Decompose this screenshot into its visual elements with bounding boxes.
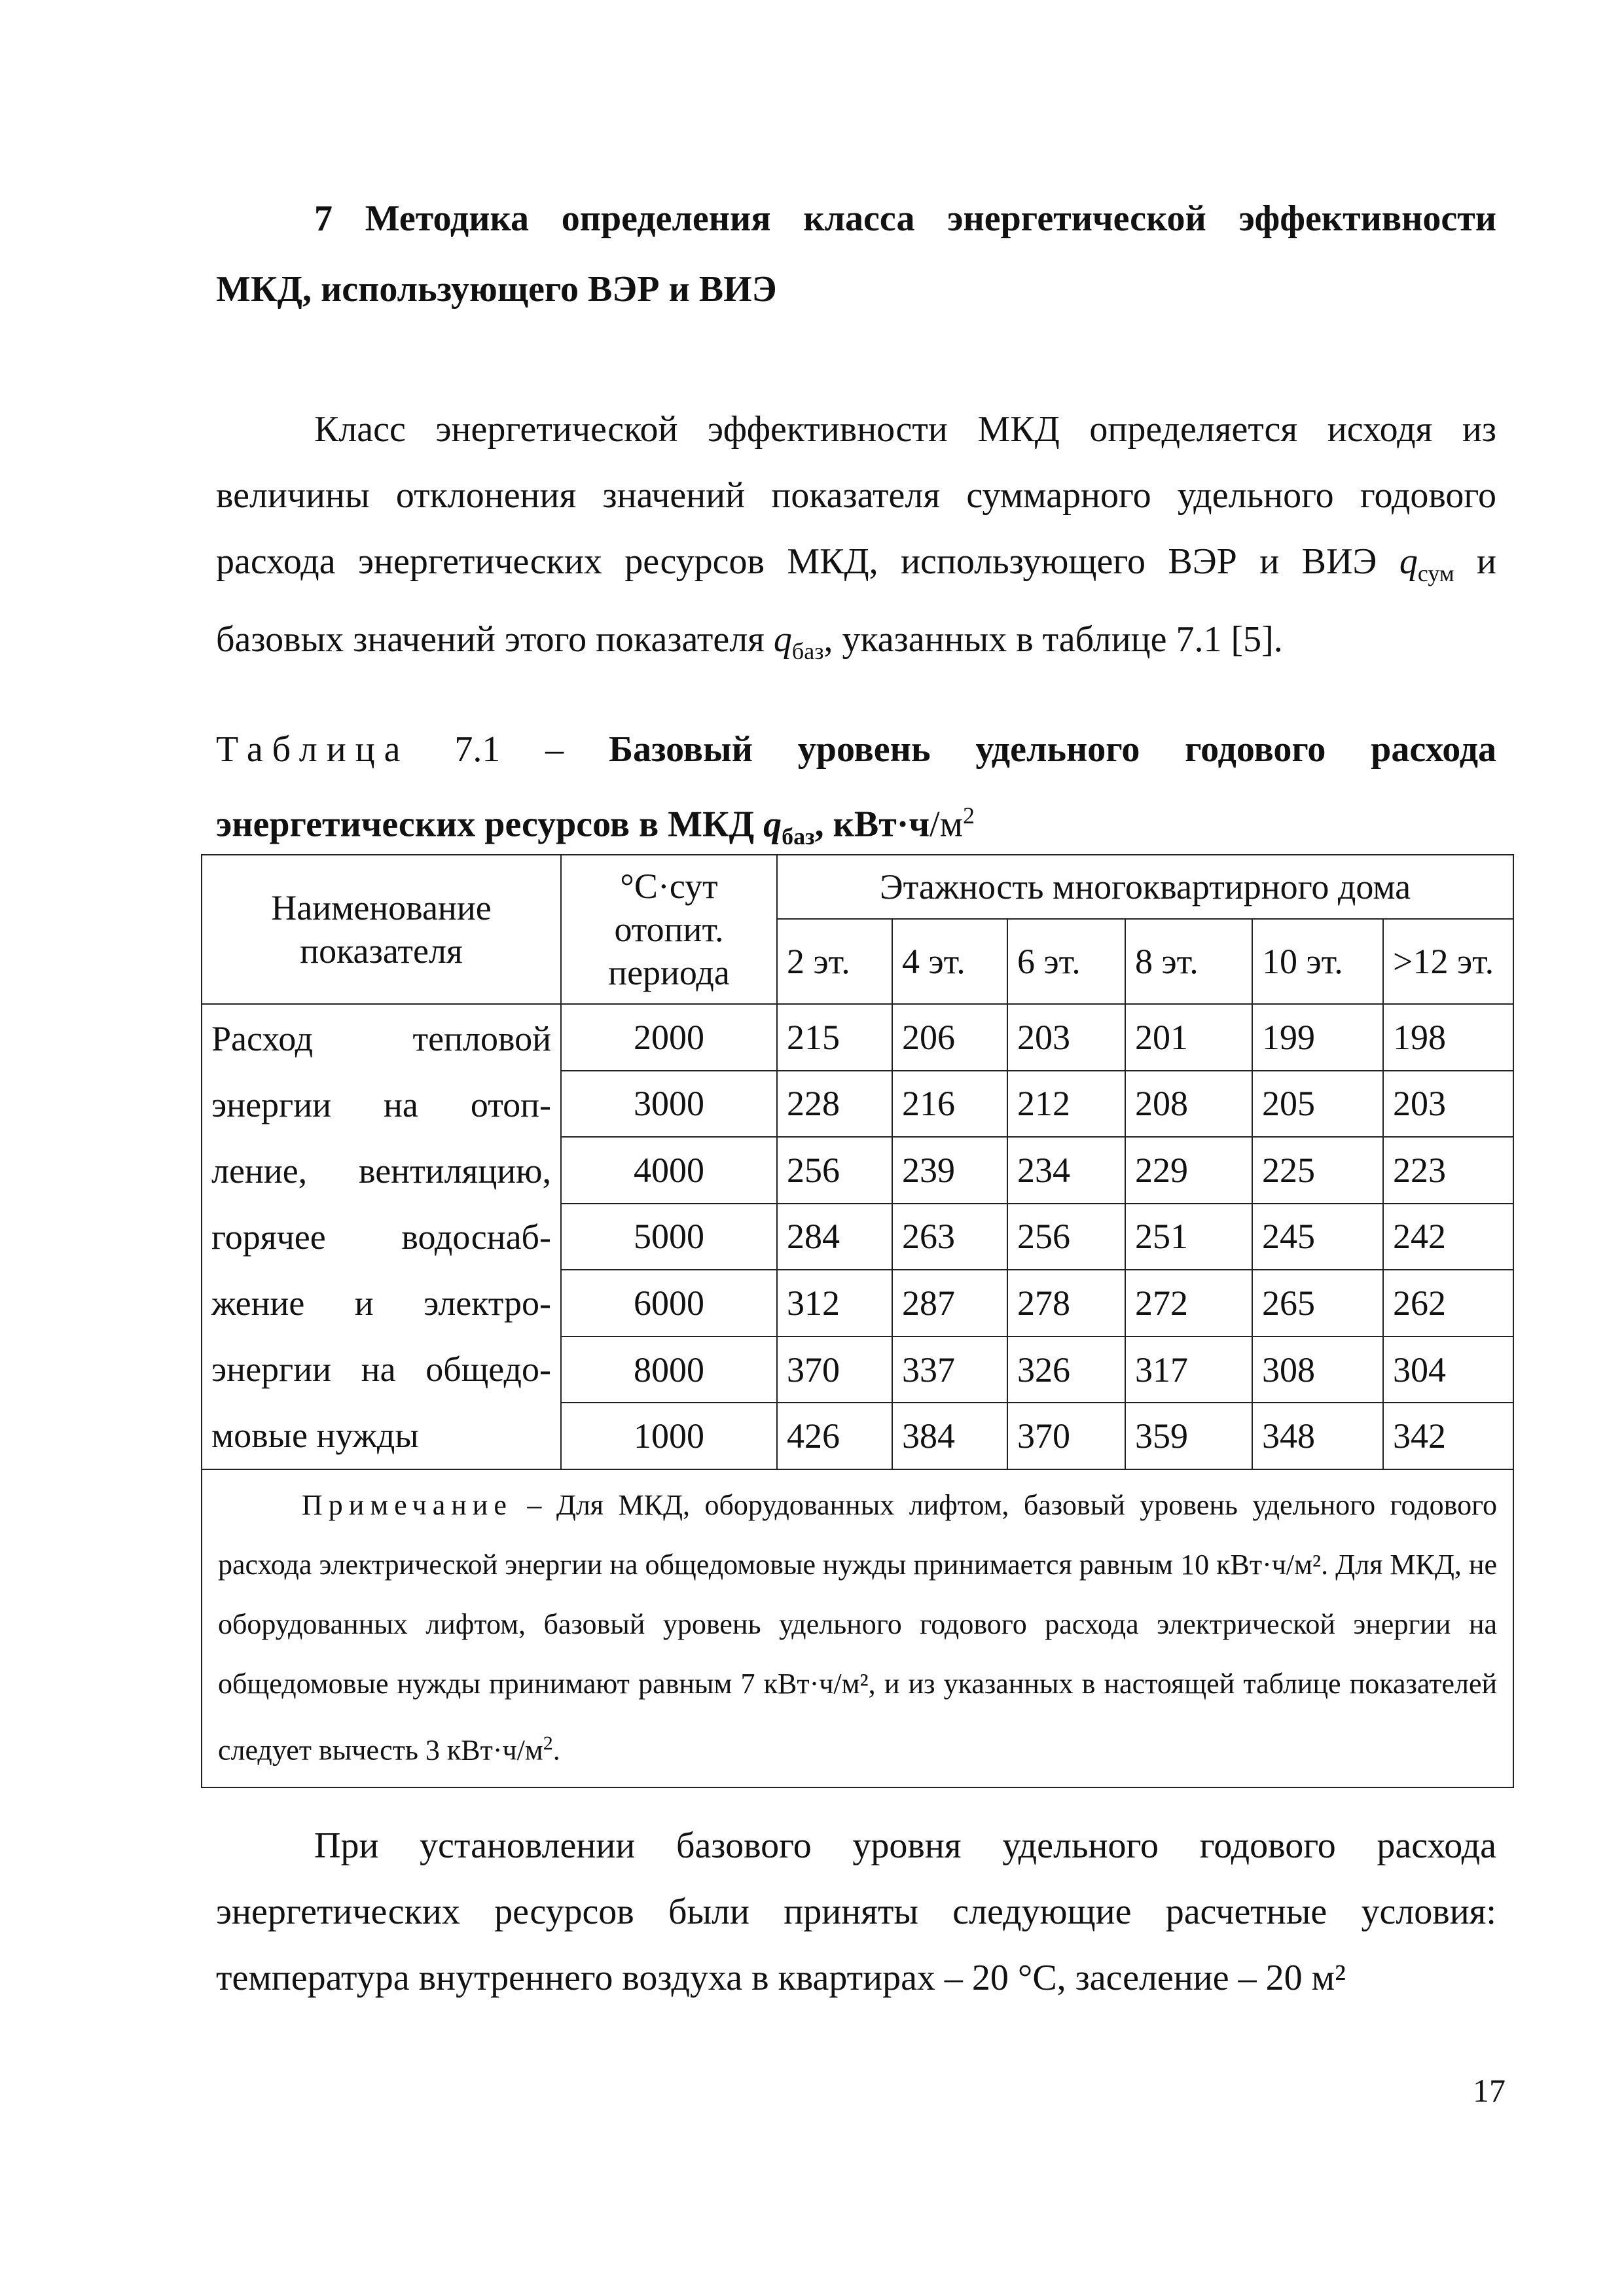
caption-number: 7.1	[454, 729, 501, 770]
value-cell: 203	[1007, 1004, 1125, 1071]
section-heading	[216, 183, 1496, 325]
value-cell: 223	[1383, 1137, 1513, 1204]
value-cell: 287	[892, 1270, 1007, 1336]
floors-header: Этажность многоквартирного дома	[777, 855, 1513, 919]
floor-header-5: >12 эт.	[1383, 919, 1513, 1004]
degree-days-cell: 2000	[561, 1004, 777, 1071]
indicator-description-line: энергии на отоп-	[211, 1085, 551, 1124]
value-cell: 256	[1007, 1204, 1125, 1270]
value-cell: 348	[1252, 1403, 1383, 1469]
note-word: Примечание	[302, 1489, 513, 1521]
q-baz-subscript: баз	[791, 638, 824, 665]
caption-line-1	[216, 717, 1496, 783]
value-cell: 337	[892, 1336, 1007, 1403]
value-cell: 284	[777, 1204, 892, 1270]
caption-dash: –	[545, 729, 564, 770]
degree-days-cell: 6000	[561, 1270, 777, 1336]
note-sup: 2	[543, 1732, 553, 1754]
value-cell: 199	[1252, 1004, 1383, 1071]
value-cell: 225	[1252, 1137, 1383, 1204]
header-row-1	[202, 855, 1513, 919]
value-cell: 326	[1007, 1336, 1125, 1403]
intro-paragraph	[216, 397, 1496, 685]
value-cell: 370	[1007, 1403, 1125, 1469]
value-cell: 208	[1125, 1071, 1252, 1138]
table-body	[202, 1004, 1513, 1469]
note-end: .	[552, 1734, 560, 1767]
intro-text-a: Класс энергетической эффективности МКД определяется исходя из величины отклонения значений показателя суммарного удельного годового расхода энергетических ресурсов МКД, использующего ВЭР и ВИЭ	[216, 409, 1496, 582]
indicator-description-line: жение и электро-	[211, 1283, 551, 1323]
degree-days-cell: 5000	[561, 1204, 777, 1270]
indicator-description-line: Расход тепловой	[211, 1019, 551, 1058]
caption-title-line-1: Базовый уровень удельного годового расхода	[608, 729, 1497, 770]
indicator-description-line: горячее водоснаб-	[211, 1217, 551, 1257]
value-cell: 262	[1383, 1270, 1513, 1336]
table-caption	[216, 717, 1496, 870]
q-baz-symbol	[773, 619, 824, 665]
note-text: – Для МКД, оборудованных лифтом, базовый уровень удельного годового расхода электрической энергии на общедомовые нужды принимается равным 10 кВт·ч/м². Для МКД, не оборудованных лифтом, базовый уровень удельного годового расхода электрической энергии на общедомовые нужды принимают равным 7 кВт·ч/м², и из указанных в настоящей таблице показателей следует вычесть 3 кВт·ч/м	[218, 1489, 1498, 1767]
value-cell: 312	[777, 1270, 892, 1336]
value-cell: 342	[1383, 1403, 1513, 1469]
value-cell: 234	[1007, 1137, 1125, 1204]
indicator-description-line: мовые нужды	[211, 1416, 419, 1455]
value-cell: 251	[1125, 1204, 1252, 1270]
col-name-header: Наименование показателя	[202, 855, 561, 1004]
value-cell: 228	[777, 1071, 892, 1138]
value-cell: 359	[1125, 1403, 1252, 1469]
value-cell: 370	[777, 1336, 892, 1403]
caption-unit-rest: /м	[929, 804, 964, 845]
caption-unit-sup: 2	[963, 802, 975, 829]
floor-header-0: 2 эт.	[777, 919, 892, 1004]
value-cell: 198	[1383, 1004, 1513, 1071]
value-cell: 239	[892, 1137, 1007, 1204]
value-cell: 308	[1252, 1336, 1383, 1403]
value-cell: 263	[892, 1204, 1007, 1270]
indicator-description-line: ление, вентиляцию,	[211, 1151, 551, 1191]
closing-paragraph: При установлении базового уровня удельного годового расхода энергетических ресурсов были приняты следующие расчетные условия: температура внутреннего воздуха в квартирах – 20 °С, заселение – 20 м²	[216, 1825, 1496, 1998]
q-sum-subscript: сум	[1417, 560, 1454, 587]
floor-header-2: 6 эт.	[1007, 919, 1125, 1004]
caption-unit-bold: , кВт·ч	[814, 804, 930, 845]
q-sum-symbol	[1399, 541, 1454, 587]
value-cell: 384	[892, 1403, 1007, 1469]
value-cell: 317	[1125, 1336, 1252, 1403]
indicator-description	[202, 1004, 561, 1469]
value-cell: 265	[1252, 1270, 1383, 1336]
caption-q-symbol	[763, 804, 815, 850]
col-temp-header-line-2: отопит.	[614, 910, 724, 949]
indicator-description-line: энергии на общедо-	[211, 1350, 551, 1389]
value-cell: 206	[892, 1004, 1007, 1071]
value-cell: 256	[777, 1137, 892, 1204]
intro-text-b: и базовых значений этого показателя	[216, 541, 1497, 660]
value-cell: 229	[1125, 1137, 1252, 1204]
floor-header-1: 4 эт.	[892, 919, 1007, 1004]
value-cell: 304	[1383, 1336, 1513, 1403]
note-row	[202, 1469, 1513, 1787]
degree-days-cell: 4000	[561, 1137, 777, 1204]
value-cell: 278	[1007, 1270, 1125, 1336]
q-baz-letter: q	[773, 619, 792, 660]
value-cell: 426	[777, 1403, 892, 1469]
value-cell: 205	[1252, 1071, 1383, 1138]
table-note	[202, 1469, 1513, 1787]
value-cell: 216	[892, 1071, 1007, 1138]
heading-line-2: МКД, использующего ВЭР и ВИЭ	[216, 269, 777, 310]
floor-header-4: 10 эт.	[1252, 919, 1383, 1004]
col-temp-header-line-3: периода	[608, 953, 730, 992]
intro-text-c: , указанных в таблице 7.1 [5].	[823, 619, 1283, 660]
value-cell: 272	[1125, 1270, 1252, 1336]
caption-q-subscript: баз	[782, 823, 815, 850]
degree-days-cell: 3000	[561, 1071, 777, 1138]
floor-header-3: 8 эт.	[1125, 919, 1252, 1004]
caption-word: Таблица	[216, 729, 410, 770]
value-cell: 242	[1383, 1204, 1513, 1270]
degree-days-cell: 8000	[561, 1336, 777, 1403]
value-cell: 203	[1383, 1071, 1513, 1138]
degree-days-cell: 1000	[561, 1403, 777, 1469]
col-temp-header	[561, 855, 777, 1004]
caption-q-letter: q	[763, 804, 782, 845]
value-cell: 212	[1007, 1071, 1125, 1138]
caption-title-line-2: энергетических ресурсов в МКД	[216, 804, 764, 845]
base-level-table	[201, 854, 1514, 1788]
table-row	[202, 1004, 1513, 1071]
heading-line-1: 7 Методика определения класса энергетической эффективности	[314, 198, 1496, 239]
q-sum-letter: q	[1399, 541, 1418, 582]
value-cell: 245	[1252, 1204, 1383, 1270]
page-number: 17	[1473, 2072, 1506, 2109]
value-cell: 215	[777, 1004, 892, 1071]
value-cell: 201	[1125, 1004, 1252, 1071]
col-temp-header-line-1: °С·сут	[620, 867, 718, 906]
